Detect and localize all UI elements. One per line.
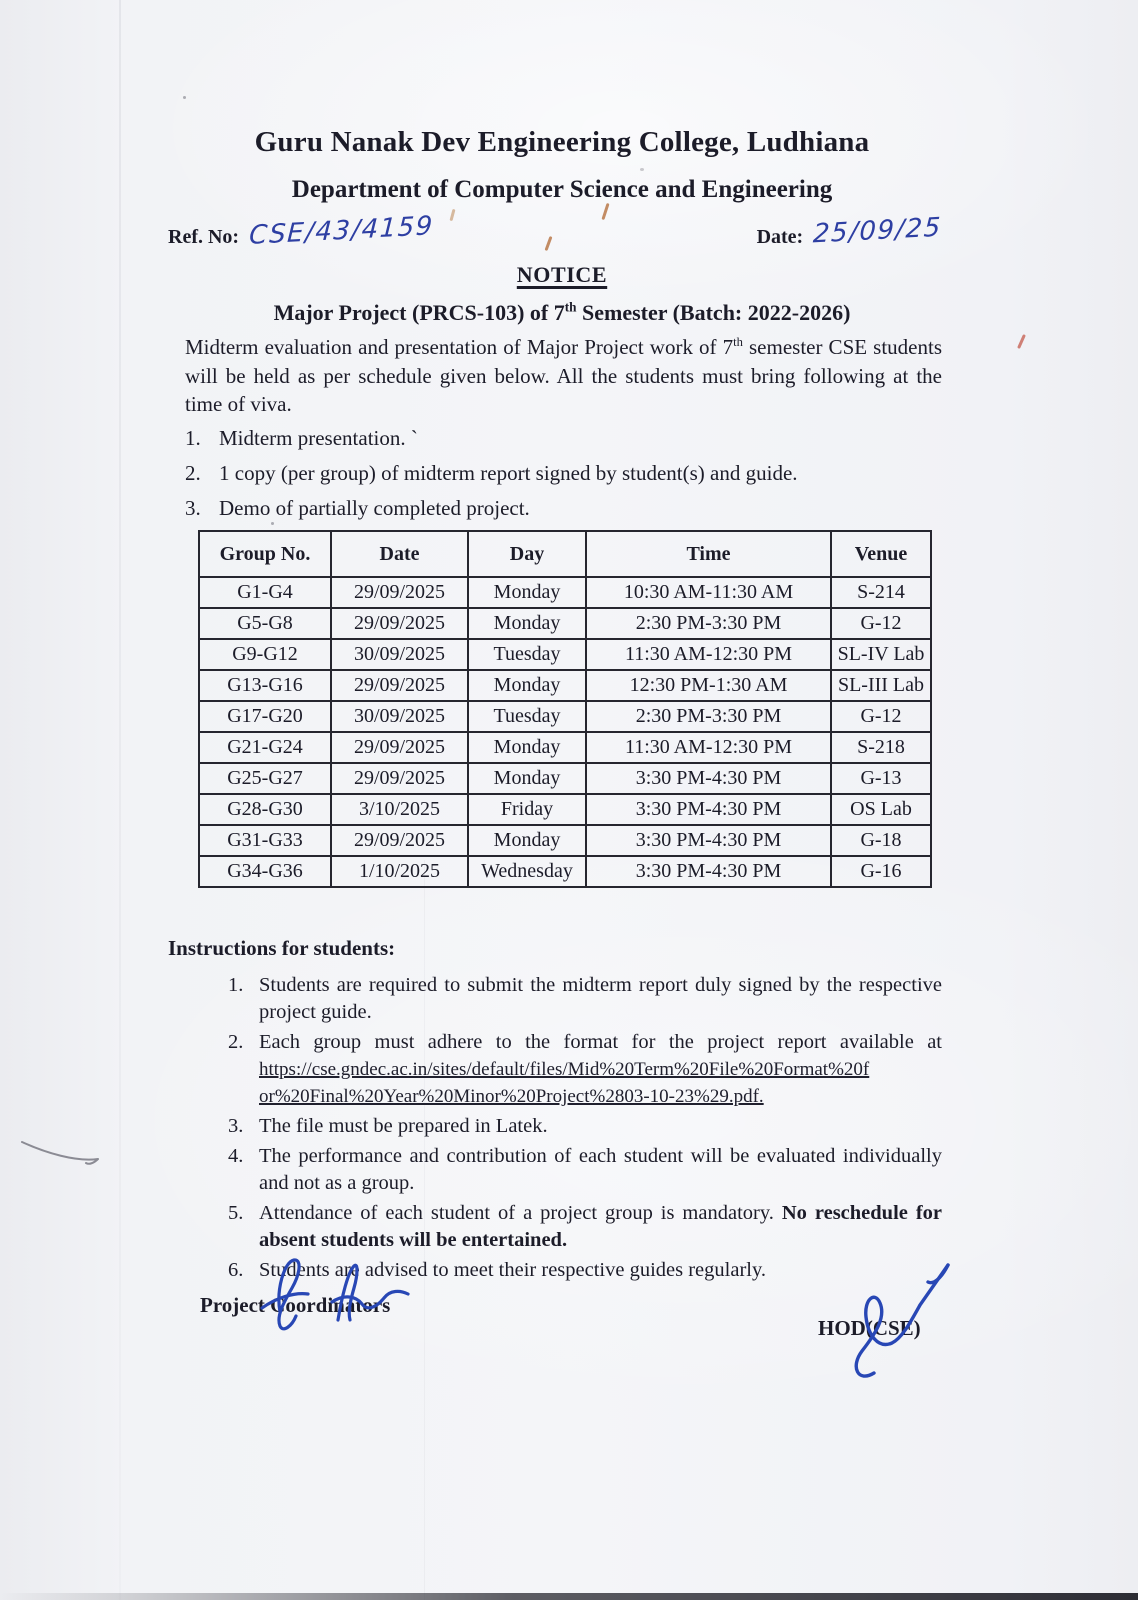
project-coordinators-label: Project Coordinators xyxy=(200,1293,391,1317)
table-cell: 29/09/2025 xyxy=(331,670,468,701)
list-number: 5. xyxy=(228,1202,244,1224)
pen-mark-artifact xyxy=(601,203,609,220)
table-row xyxy=(199,763,931,794)
instruction-item xyxy=(228,1143,942,1197)
instruction-item xyxy=(228,1029,942,1110)
dust-speck xyxy=(183,96,186,99)
table-cell: Tuesday xyxy=(468,639,586,670)
dust-speck xyxy=(271,522,274,525)
table-header-cell: Day xyxy=(468,531,586,577)
schedule-table-body xyxy=(199,577,931,887)
department-title: Department of Computer Science and Engineering xyxy=(291,176,833,203)
table-cell: S-218 xyxy=(831,732,931,763)
scan-bottom-edge xyxy=(0,1593,1138,1600)
ref-no-handwritten-value: CSE/43/4159 xyxy=(248,211,435,251)
table-cell: Monday xyxy=(468,763,586,794)
table-cell: G28-G30 xyxy=(199,794,331,825)
ref-no-group xyxy=(168,211,435,251)
table-cell: 2:30 PM-3:30 PM xyxy=(586,701,831,732)
table-row xyxy=(199,701,931,732)
subject-text-pre: Major Project (PRCS-103) of 7 xyxy=(273,300,565,325)
table-cell: 10:30 AM-11:30 AM xyxy=(586,577,831,608)
table-cell: S-214 xyxy=(831,577,931,608)
instruction-text: The file must be prepared in Latek. xyxy=(259,1115,548,1137)
dust-speck xyxy=(640,168,644,171)
table-cell: 1/10/2025 xyxy=(331,856,468,887)
list-number: 1. xyxy=(228,974,244,996)
table-cell: G-12 xyxy=(831,701,931,732)
table-row xyxy=(199,577,931,608)
pencil-stroke-artifact xyxy=(18,1136,113,1172)
table-cell: 29/09/2025 xyxy=(331,608,468,639)
table-row xyxy=(199,825,931,856)
instruction-text: Each group must adhere to the format for the project report available at https://cse.gndec.ac.in/sites/default/files/Mid%20Term%20File%20Format%20f or%20Final%20Year%20Minor%20Project%2803-10-23%29.pdf. xyxy=(259,1029,942,1110)
list-item xyxy=(185,424,945,453)
table-cell: 12:30 PM-1:30 AM xyxy=(586,670,831,701)
table-cell: G31-G33 xyxy=(199,825,331,856)
list-number: 3. xyxy=(228,1115,244,1137)
instruction-item xyxy=(228,1257,942,1284)
list-number: 6. xyxy=(228,1259,244,1281)
table-row xyxy=(199,794,931,825)
table-cell: Monday xyxy=(468,670,586,701)
table-cell: 3:30 PM-4:30 PM xyxy=(586,825,831,856)
subject-text-post: Semester (Batch: 2022-2026) xyxy=(576,300,851,325)
instructions-heading: Instructions for students: xyxy=(168,936,396,960)
list-item xyxy=(185,494,945,523)
instruction-text: Attendance of each student of a project group is mandatory. No reschedule for absent students will be entertained. xyxy=(259,1202,943,1251)
table-header-cell: Time xyxy=(586,531,831,577)
instructions-list xyxy=(228,972,942,1287)
paper-fold-line xyxy=(119,0,121,1600)
table-cell: 3/10/2025 xyxy=(331,794,468,825)
table-cell: G5-G8 xyxy=(199,608,331,639)
list-text: 1 copy (per group) of midterm report signed by student(s) and guide. xyxy=(219,461,798,485)
subject-line xyxy=(0,300,1124,326)
table-cell: Friday xyxy=(468,794,586,825)
notice-title: NOTICE xyxy=(516,262,608,287)
table-cell: 11:30 AM-12:30 PM xyxy=(586,732,831,763)
list-number: 3. xyxy=(185,496,201,520)
list-number: 4. xyxy=(228,1145,244,1167)
date-handwritten-value: 25/09/25 xyxy=(812,212,943,250)
intro-text-pre: Midterm evaluation and presentation of Major Project work of 7 xyxy=(185,335,734,359)
table-cell: G-18 xyxy=(831,825,931,856)
table-cell: OS Lab xyxy=(831,794,931,825)
table-header-cell: Venue xyxy=(831,531,931,577)
table-cell: Wednesday xyxy=(468,856,586,887)
report-format-link[interactable]: https://cse.gndec.ac.in/sites/default/files/Mid%20Term%20File%20Format%20f or%20Final%20Year%20Minor%20Project%2803-10-23%29.pdf. xyxy=(259,1059,870,1107)
date-label: Date: xyxy=(756,226,804,248)
subject-superscript: th xyxy=(564,299,577,315)
table-cell: 3:30 PM-4:30 PM xyxy=(586,856,831,887)
table-cell: G21-G24 xyxy=(199,732,331,763)
table-cell: G1-G4 xyxy=(199,577,331,608)
table-cell: G-13 xyxy=(831,763,931,794)
instruction-item xyxy=(228,972,942,1026)
table-cell: 2:30 PM-3:30 PM xyxy=(586,608,831,639)
date-group xyxy=(756,212,943,250)
hod-label: HOD(CSE) xyxy=(818,1316,921,1340)
table-cell: Monday xyxy=(468,732,586,763)
list-number: 2. xyxy=(228,1031,244,1053)
list-item xyxy=(185,459,945,488)
instruction-item xyxy=(228,1200,942,1254)
instruction-text: The performance and contribution of each student will be evaluated individually and not as a group. xyxy=(259,1145,942,1194)
list-text: Demo of partially completed project. xyxy=(219,496,530,520)
instruction-bold-text: No reschedule for absent students will be entertained. xyxy=(259,1202,943,1251)
table-header-cell: Date xyxy=(331,531,468,577)
list-number: 1. xyxy=(185,426,201,450)
table-cell: 3:30 PM-4:30 PM xyxy=(586,763,831,794)
schedule-table xyxy=(198,530,932,888)
table-header-cell: Group No. xyxy=(199,531,331,577)
table-cell: G-12 xyxy=(831,608,931,639)
table-cell: G13-G16 xyxy=(199,670,331,701)
ref-date-row xyxy=(168,211,943,251)
instruction-text: Students are required to submit the midterm report duly signed by the respective project guide. xyxy=(259,974,942,1023)
table-row xyxy=(199,670,931,701)
table-cell: SL-III Lab xyxy=(831,670,931,701)
instruction-text: Students are advised to meet their respective guides regularly. xyxy=(259,1259,767,1281)
table-cell: 29/09/2025 xyxy=(331,732,468,763)
intro-paragraph xyxy=(185,333,942,419)
table-cell: Monday xyxy=(468,825,586,856)
table-cell: G9-G12 xyxy=(199,639,331,670)
table-cell: 29/09/2025 xyxy=(331,763,468,794)
table-cell: Monday xyxy=(468,608,586,639)
table-cell: 30/09/2025 xyxy=(331,701,468,732)
table-cell: G-16 xyxy=(831,856,931,887)
table-row xyxy=(199,639,931,670)
table-row xyxy=(199,608,931,639)
college-title: Guru Nanak Dev Engineering College, Ludhiana xyxy=(254,126,870,158)
list-text: Midterm presentation. ` xyxy=(219,426,418,450)
table-cell: G25-G27 xyxy=(199,763,331,794)
table-cell: Monday xyxy=(468,577,586,608)
table-cell: SL-IV Lab xyxy=(831,639,931,670)
ref-no-label: Ref. No: xyxy=(168,226,240,248)
table-cell: G17-G20 xyxy=(199,701,331,732)
table-row xyxy=(199,856,931,887)
table-cell: 29/09/2025 xyxy=(331,577,468,608)
table-cell: 30/09/2025 xyxy=(331,639,468,670)
intro-text-post: semester CSE students will be held as per schedule given below. All the students must bring following at the time of viva. xyxy=(185,335,942,416)
intro-superscript: th xyxy=(733,335,743,349)
list-number: 2. xyxy=(185,461,201,485)
viva-items-list xyxy=(185,424,945,529)
schedule-table-header-row xyxy=(199,531,931,577)
table-cell: G34-G36 xyxy=(199,856,331,887)
table-cell: Tuesday xyxy=(468,701,586,732)
table-cell: 29/09/2025 xyxy=(331,825,468,856)
table-row xyxy=(199,732,931,763)
pen-mark-artifact xyxy=(1017,334,1026,349)
table-cell: 11:30 AM-12:30 PM xyxy=(586,639,831,670)
instruction-item xyxy=(228,1113,942,1140)
table-cell: 3:30 PM-4:30 PM xyxy=(586,794,831,825)
